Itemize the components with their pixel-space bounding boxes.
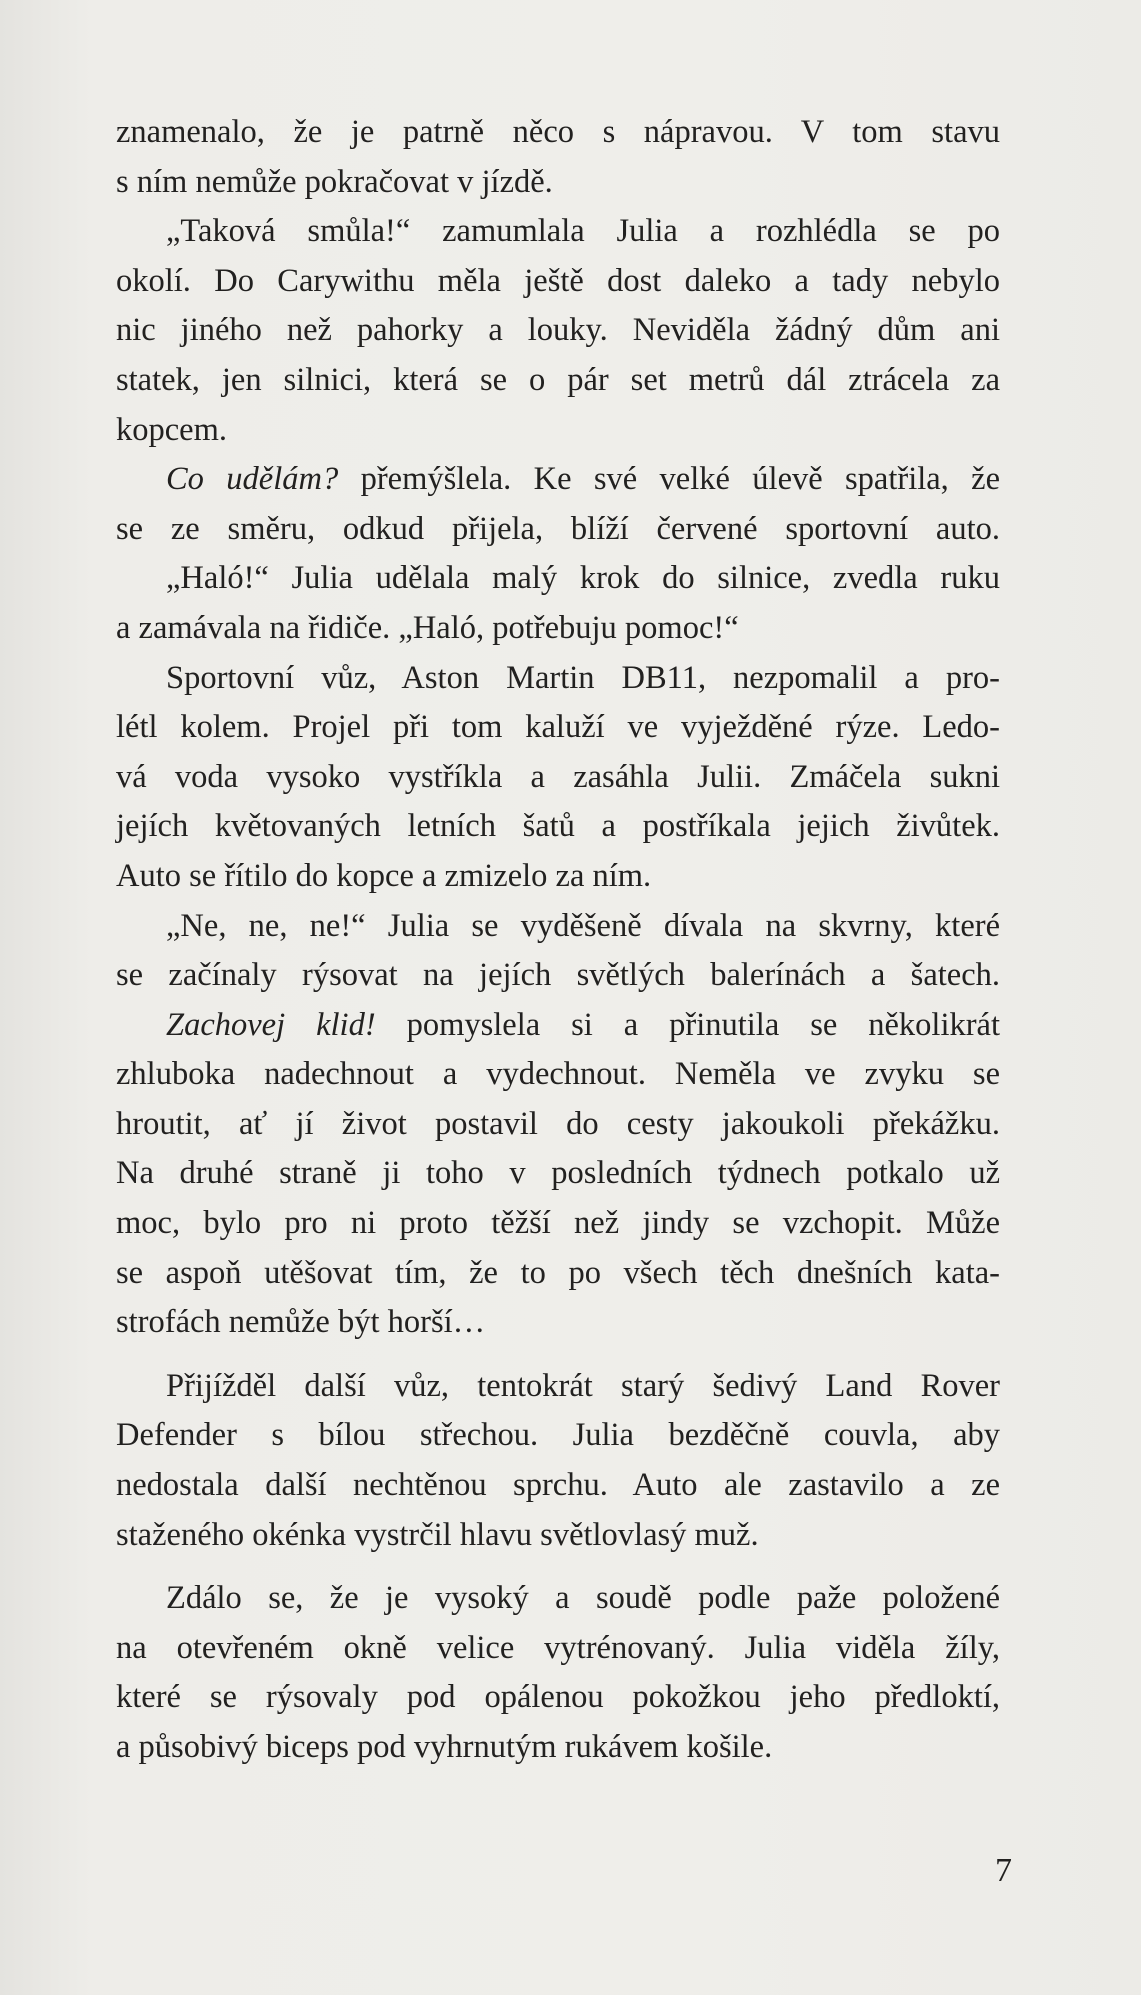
text-line: strofách nemůže být horší…	[116, 1304, 486, 1341]
text-line: moc, bylo pro ni proto těžší než jindy se vzchopit. Může	[116, 1205, 1000, 1242]
body-text	[116, 108, 1000, 1773]
text-line: se začínaly rýsovat na jejích světlých balerínách a šatech.	[116, 957, 1000, 994]
italic-thought: Zachovej klid!	[166, 1006, 376, 1043]
text-line: „Haló!“ Julia udělala malý krok do silnice, zvedla ruku	[166, 560, 1000, 597]
text-line: s ním nemůže pokračovat v jízdě.	[116, 163, 553, 200]
text-line: statek, jen silnici, která se o pár set metrů dál ztrácela za	[116, 361, 1000, 398]
text-line: staženého okénka vystrčil hlavu světlovlasý muž.	[116, 1516, 759, 1553]
text-line: na otevřeném okně velice vytrénovaný. Julia viděla žíly,	[116, 1629, 1000, 1666]
text-line: Auto se řítilo do kopce a zmizelo za ním.	[116, 857, 652, 894]
text-line: Defender s bílou střechou. Julia bezděčně couvla, aby	[116, 1417, 1000, 1454]
text-line: se aspoň utěšovat tím, že to po všech těch dnešních kata-	[116, 1254, 1000, 1291]
text-line: které se rýsovaly pod opálenou pokožkou jeho předloktí,	[116, 1679, 1000, 1716]
text-line: jejích květovaných letních šatů a postříkala jejich živůtek.	[116, 808, 1000, 845]
text-line: a zamávala na řidiče. „Haló, potřebuju pomoc!“	[116, 609, 739, 646]
text-line: „Taková smůla!“ zamumlala Julia a rozhlédla se po	[166, 213, 1000, 250]
text-fragment: pomyslela si a přinutila se několikrát	[375, 1006, 1000, 1043]
text-fragment: přemýšlela. Ke své velké úlevě spatřila, že	[338, 461, 1001, 498]
text-line: zhluboka nadechnout a vydechnout. Neměla ve zvyku se	[116, 1056, 1000, 1093]
italic-thought: Co udělám?	[166, 461, 339, 498]
text-line: nic jiného než pahorky a louky. Neviděla žádný dům ani	[116, 312, 1000, 349]
text-line: nedostala další nechtěnou sprchu. Auto ale zastavilo a ze	[116, 1467, 1000, 1504]
text-line: se ze směru, odkud přijela, blíží červené sportovní auto.	[116, 510, 1000, 547]
text-line: Sportovní vůz, Aston Martin DB11, nezpomalil a pro-	[166, 659, 1000, 696]
text-line: „Ne, ne, ne!“ Julia se vyděšeně dívala na skvrny, které	[166, 907, 1000, 944]
text-line	[116, 1001, 1000, 1051]
text-line: okolí. Do Carywithu měla ještě dost daleko a tady nebylo	[116, 262, 1000, 299]
text-line: Zdálo se, že je vysoký a soudě podle paže položené	[166, 1580, 1000, 1617]
text-line: kopcem.	[116, 411, 228, 448]
text-line: vá voda vysoko vystříkla a zasáhla Julii. Zmáčela sukni	[116, 758, 1000, 795]
text-line	[116, 455, 1000, 505]
text-line: hroutit, ať jí život postavil do cesty jakoukoli překážku.	[116, 1105, 1000, 1142]
text-line: znamenalo, že je patrně něco s nápravou. V tom stavu	[116, 114, 1000, 150]
text-line: Na druhé straně ji toho v posledních týdnech potkalo už	[116, 1155, 1000, 1192]
text-line: létl kolem. Projel při tom kaluží ve vyježděné rýze. Ledo-	[116, 709, 1000, 746]
text-line: Přijížděl další vůz, tentokrát starý šedivý Land Rover	[166, 1367, 1000, 1404]
text-line: a působivý biceps pod vyhrnutým rukávem košile.	[116, 1729, 773, 1765]
page-number: 7	[995, 1852, 1012, 1889]
